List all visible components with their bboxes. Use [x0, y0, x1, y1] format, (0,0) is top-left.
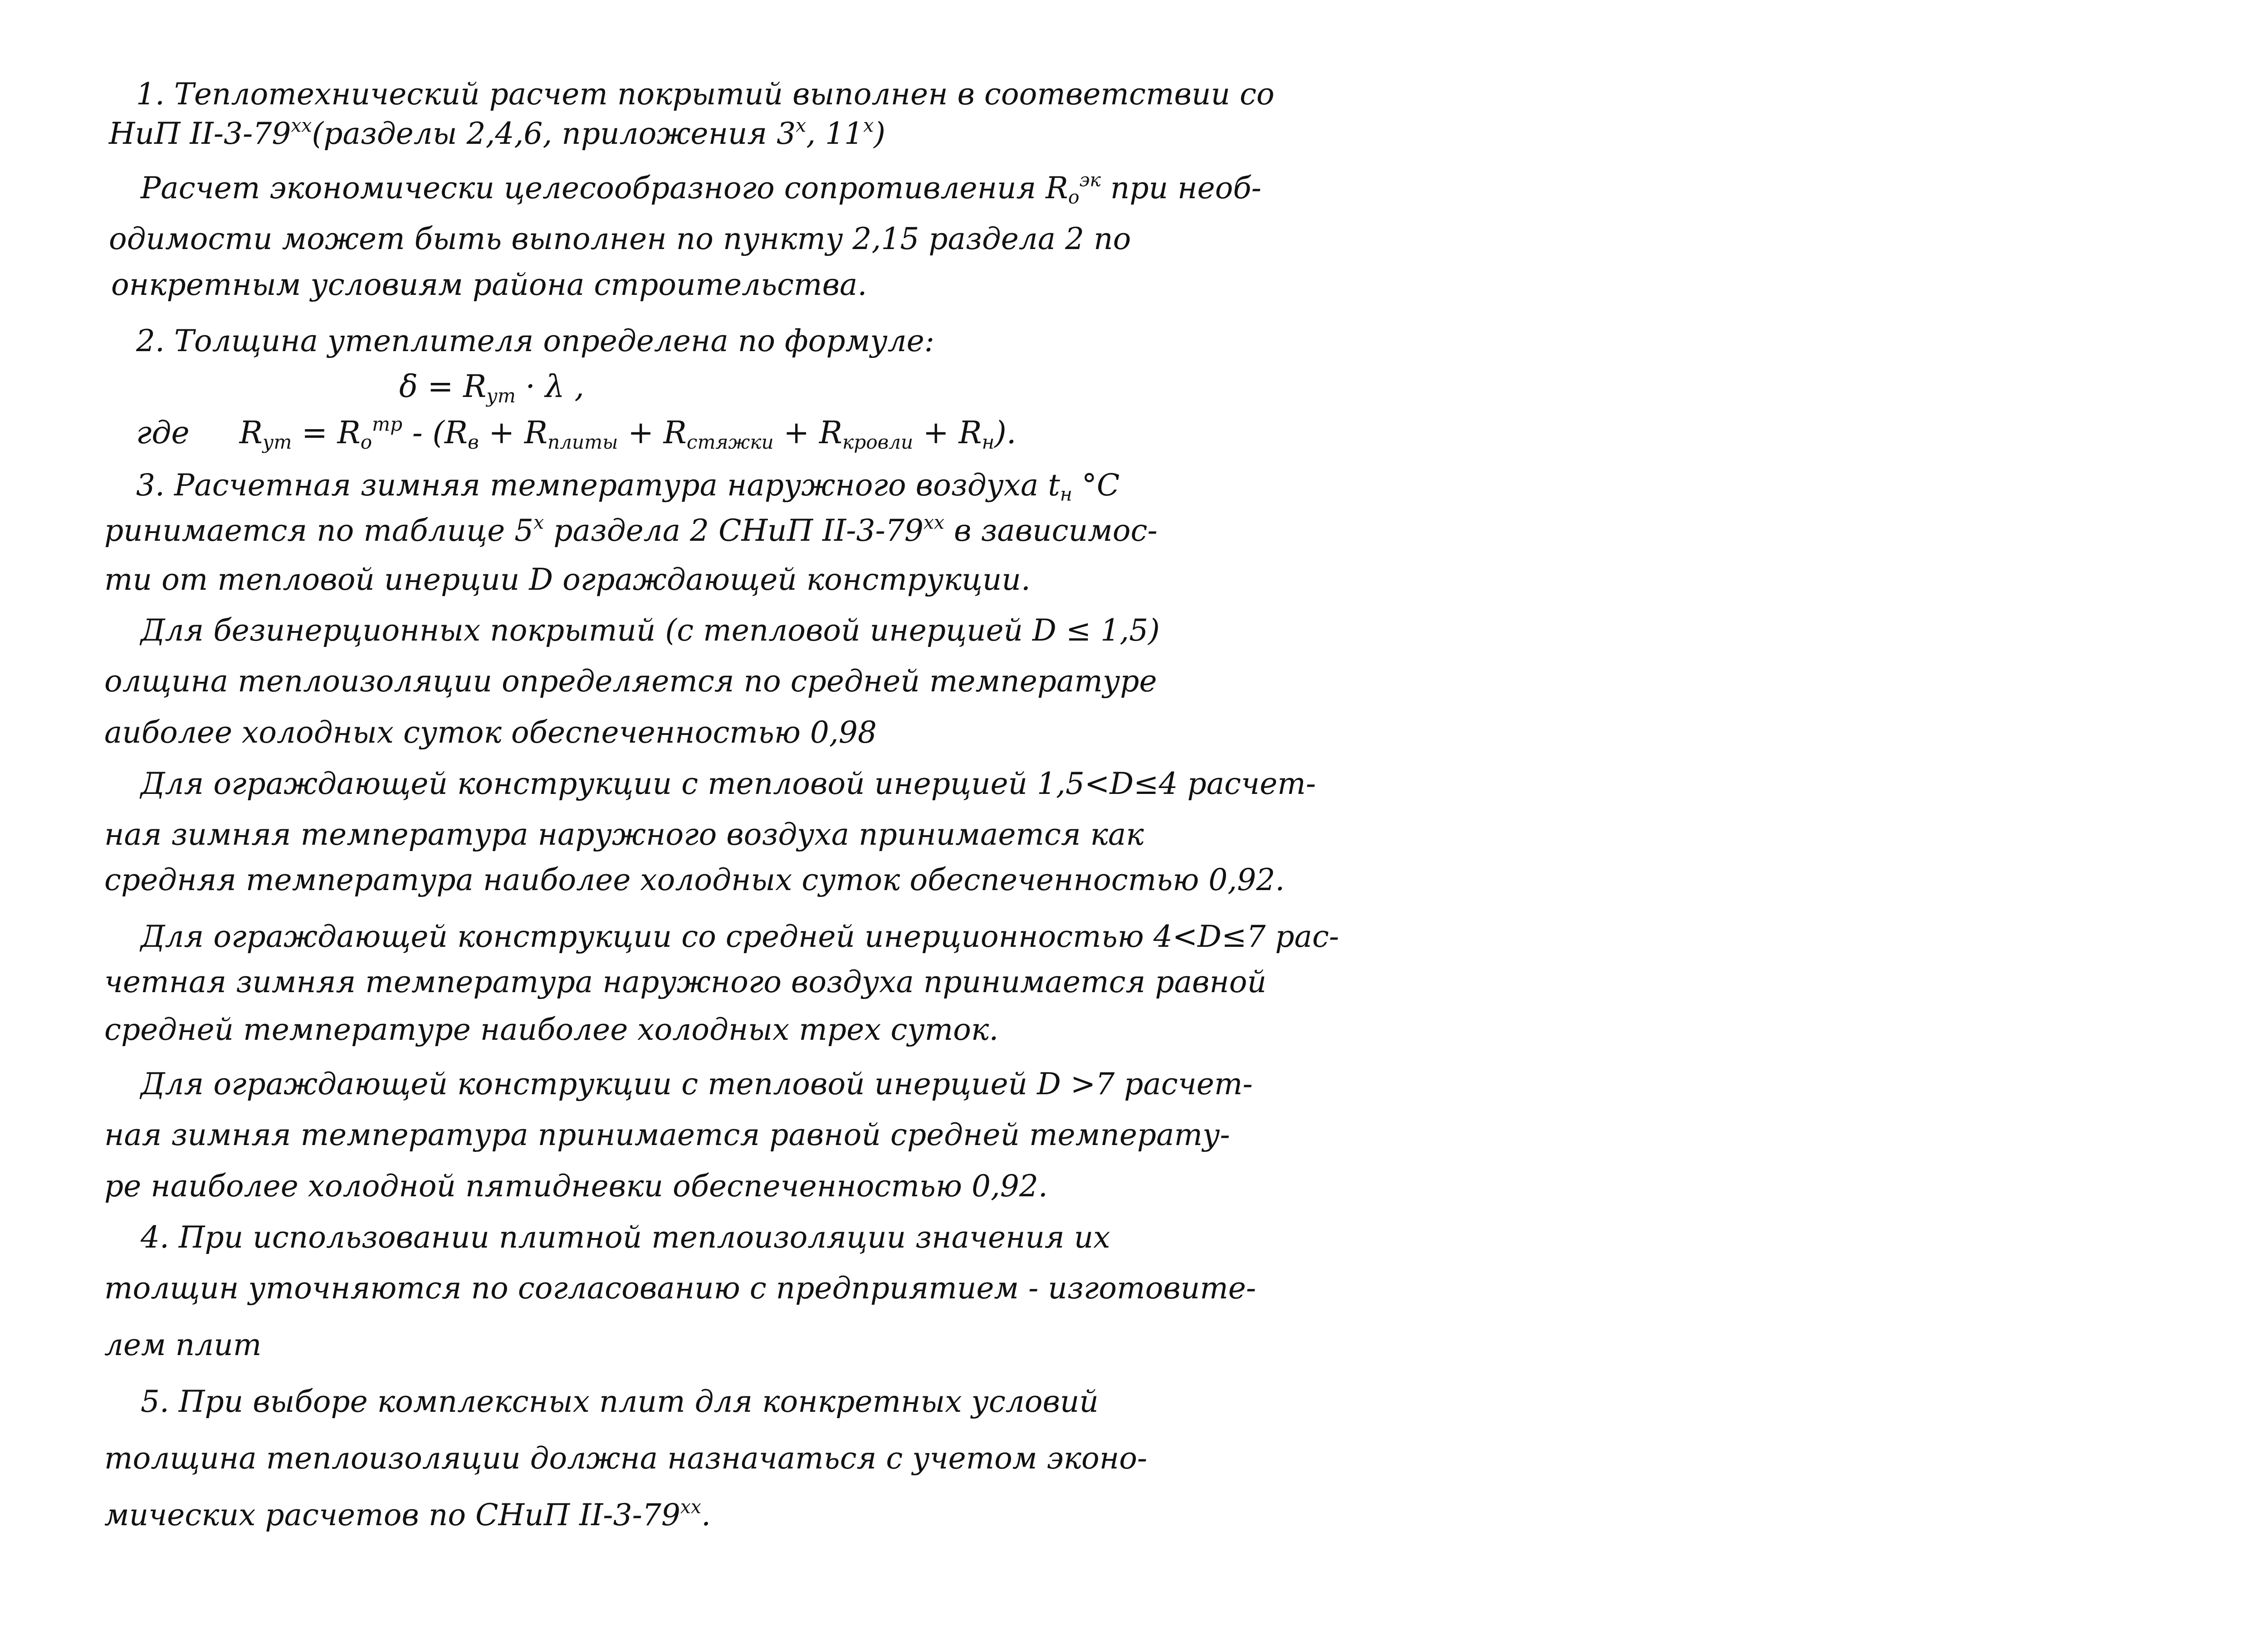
- text-line: аиболее холодных суток обеспеченностью 0,98: [104, 715, 877, 750]
- text-line: одимости может быть выполнен по пункту 2,15 раздела 2 по: [109, 221, 1131, 256]
- formula-thickness: $\delta = R_{ут} \cdot \lambda$ ,: [399, 369, 584, 407]
- text-line: ная зимняя температура принимается равной средней температу-: [104, 1117, 1230, 1152]
- text-line: 1. Теплотехнический расчет покрытий выполнен в соответствии со: [136, 77, 1275, 112]
- text-line: толщин уточняются по согласованию с предприятием - изготовите-: [104, 1271, 1256, 1306]
- text-line: ре наиболее холодной пятидневки обеспеченностью 0,92.: [104, 1169, 1048, 1204]
- formula-resistance: где $R_{ут} = R_о^{тр} - (R_в + R_{плиты} + R_{стяжки} + R_{кровли} + R_н)$.: [136, 413, 1017, 453]
- text-line: 5. При выборе комплексных плит для конкретных условий: [141, 1384, 1099, 1419]
- text-line: мических расчетов по СНиП $II-3-79^{хх}$.: [104, 1496, 711, 1532]
- text-line: олщина теплоизоляции определяется по средней температуре: [104, 664, 1157, 699]
- text-line: средняя температура наиболее холодных суток обеспеченностью 0,92.: [104, 862, 1285, 897]
- text-line: Для безинерционных покрытий (с тепловой инерцией D ≤ 1,5): [141, 613, 1160, 648]
- text-line: Для ограждающей конструкции с тепловой инерцией D >7 расчет-: [141, 1067, 1253, 1101]
- text-line: 3. Расчетная зимняя температура наружного воздуха $t_н$ °С: [136, 468, 1120, 505]
- text-line: четная зимняя температура наружного воздуха принимается равной: [104, 964, 1267, 999]
- text-line: Для ограждающей конструкции со средней инерционностью 4<D≤7 рас-: [141, 919, 1339, 954]
- text-line: ная зимняя температура наружного воздуха принимается как: [104, 817, 1144, 852]
- text-line: онкретным условиям района строительства.: [111, 267, 867, 302]
- text-line: средней температуре наиболее холодных трех суток.: [104, 1012, 999, 1047]
- text-line: 4. При использовании плитной теплоизоляции значения их: [141, 1220, 1110, 1255]
- text-line: ти от тепловой инерции D ограждающей конструкции.: [104, 562, 1031, 597]
- text-line: НиП $II-3-79^{хх}(разделы$ 2,4,6, приложения $3^х$, $11^х$): [109, 114, 885, 151]
- text-line: толщина теплоизоляции должна назначаться с учетом эконо-: [104, 1441, 1148, 1476]
- text-line: 2. Толщина утеплителя определена по формуле:: [136, 323, 934, 358]
- text-line: Для ограждающей конструкции с тепловой инерцией 1,5<D≤4 расчет-: [141, 766, 1316, 801]
- text-line: ринимается по таблице $5^х$ раздела 2 СНиП $II-3-79^{хх}$ в зависимос-: [104, 511, 1158, 548]
- text-line: лем плит: [104, 1327, 262, 1362]
- text-line: Расчет экономически целесообразного сопротивления $R_о^{эк}$ при необ-: [141, 169, 1261, 208]
